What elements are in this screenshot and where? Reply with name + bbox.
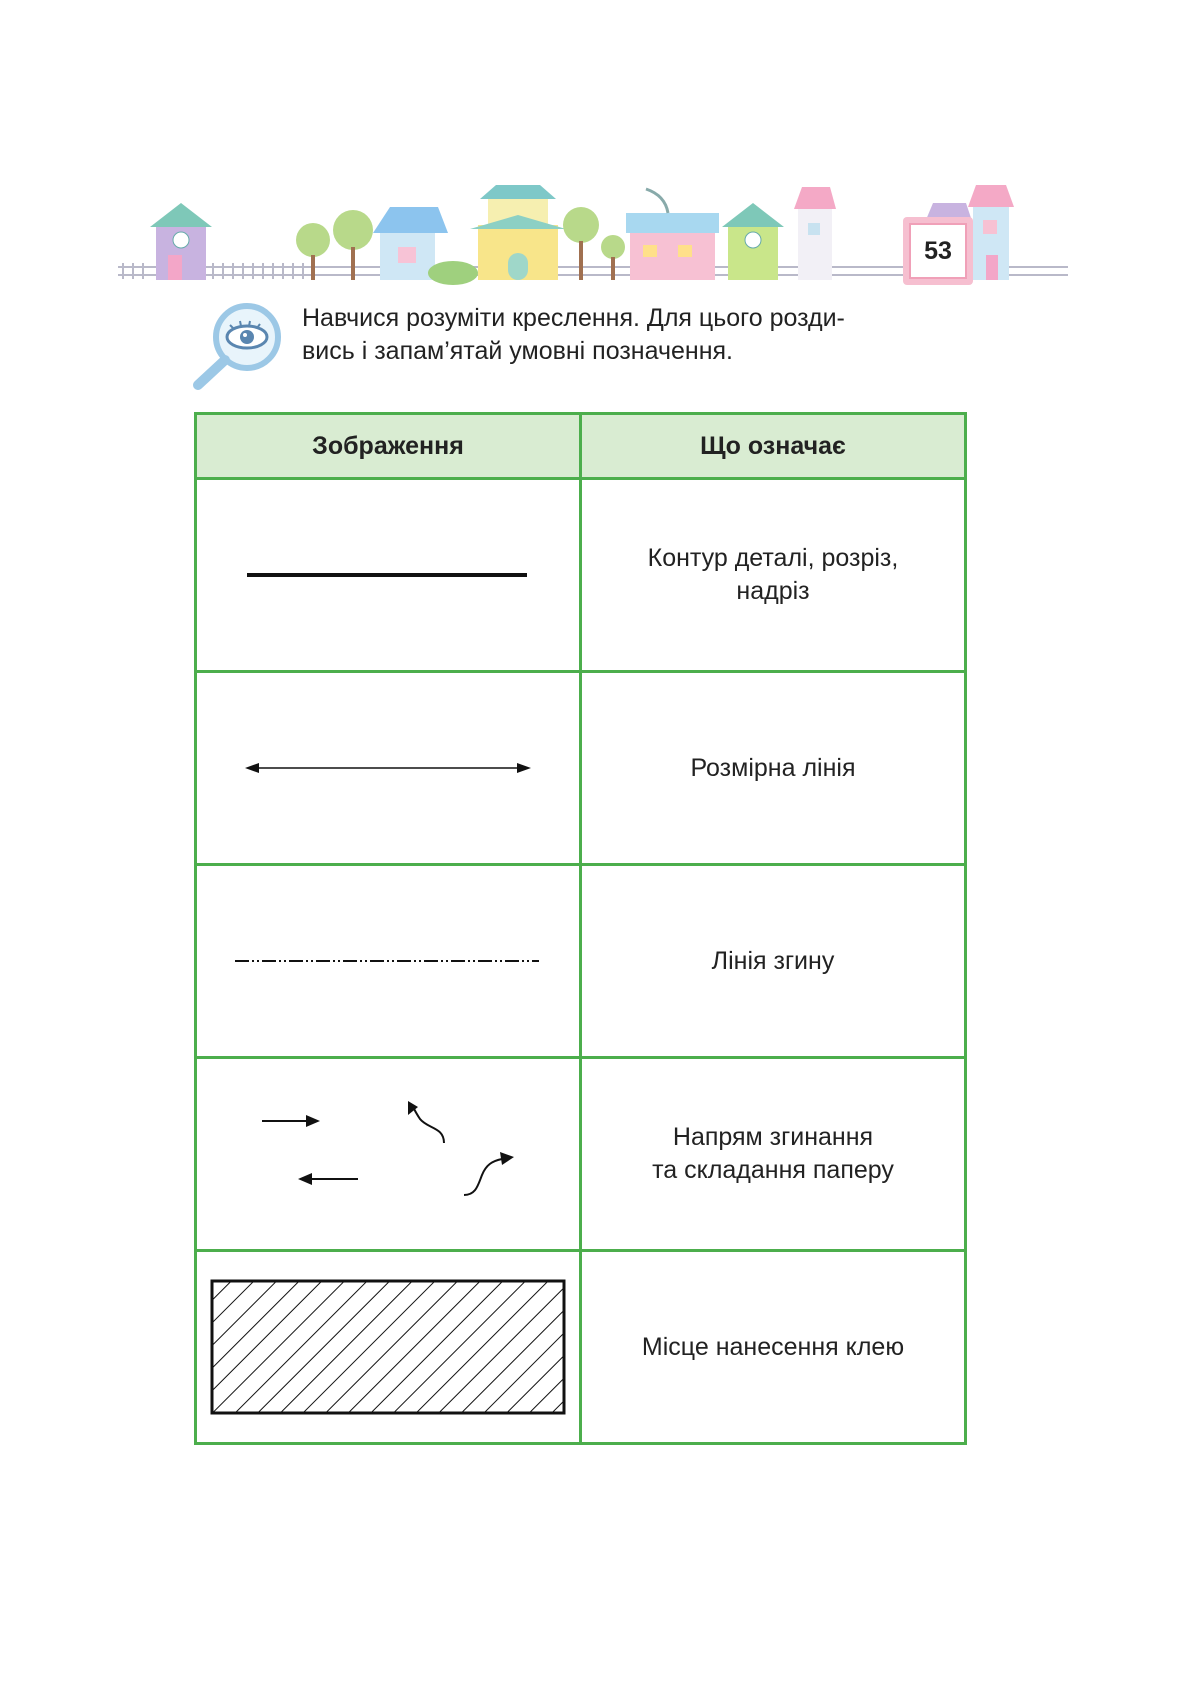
meaning-text: Розмірна лінія xyxy=(690,753,856,782)
meaning-text: Напрям згинання xyxy=(672,1123,874,1151)
page-number: 53 xyxy=(909,223,967,279)
table-row xyxy=(196,479,966,672)
magnifier-eye-icon xyxy=(190,300,290,390)
symbol-cell xyxy=(196,1251,581,1444)
symbol-cell xyxy=(196,1058,581,1251)
meaning-cell xyxy=(581,479,966,672)
symbol-cell xyxy=(196,865,581,1058)
meaning-cell xyxy=(581,1251,966,1444)
symbol-cell xyxy=(196,479,581,672)
meaning-text: Контур деталі, розріз, xyxy=(647,544,899,572)
meaning-cell xyxy=(581,865,966,1058)
table-row xyxy=(196,1058,966,1251)
symbol-cell xyxy=(196,672,581,865)
hatched-rectangle-symbol xyxy=(210,1279,566,1415)
meaning-text: надріз xyxy=(736,577,810,605)
column-header-image: Зображення xyxy=(196,414,581,479)
dimension-line-symbol xyxy=(243,760,533,776)
intro-line-1: Навчися розуміти креслення. Для цього розди- xyxy=(302,304,845,332)
table-header-row xyxy=(196,414,966,479)
meaning-cell xyxy=(581,1058,966,1251)
solid-line-symbol xyxy=(243,569,533,581)
page-number-badge xyxy=(903,217,973,285)
intro-text xyxy=(302,302,982,368)
column-header-meaning: Що означає xyxy=(581,414,966,479)
table-row xyxy=(196,865,966,1058)
fold-line-symbol xyxy=(233,954,543,968)
table-row xyxy=(196,672,966,865)
meaning-text: Лінія згину xyxy=(711,946,835,975)
drawing-symbols-table xyxy=(194,412,967,1445)
meaning-cell xyxy=(581,672,966,865)
fold-direction-arrows-symbol xyxy=(258,1099,518,1209)
intro-line-2: вись і запам’ятай умовні позначення. xyxy=(302,337,733,365)
meaning-text: Місце нанесення клею xyxy=(641,1332,905,1361)
meaning-text: та складання паперу xyxy=(652,1156,894,1184)
table-row xyxy=(196,1251,966,1444)
